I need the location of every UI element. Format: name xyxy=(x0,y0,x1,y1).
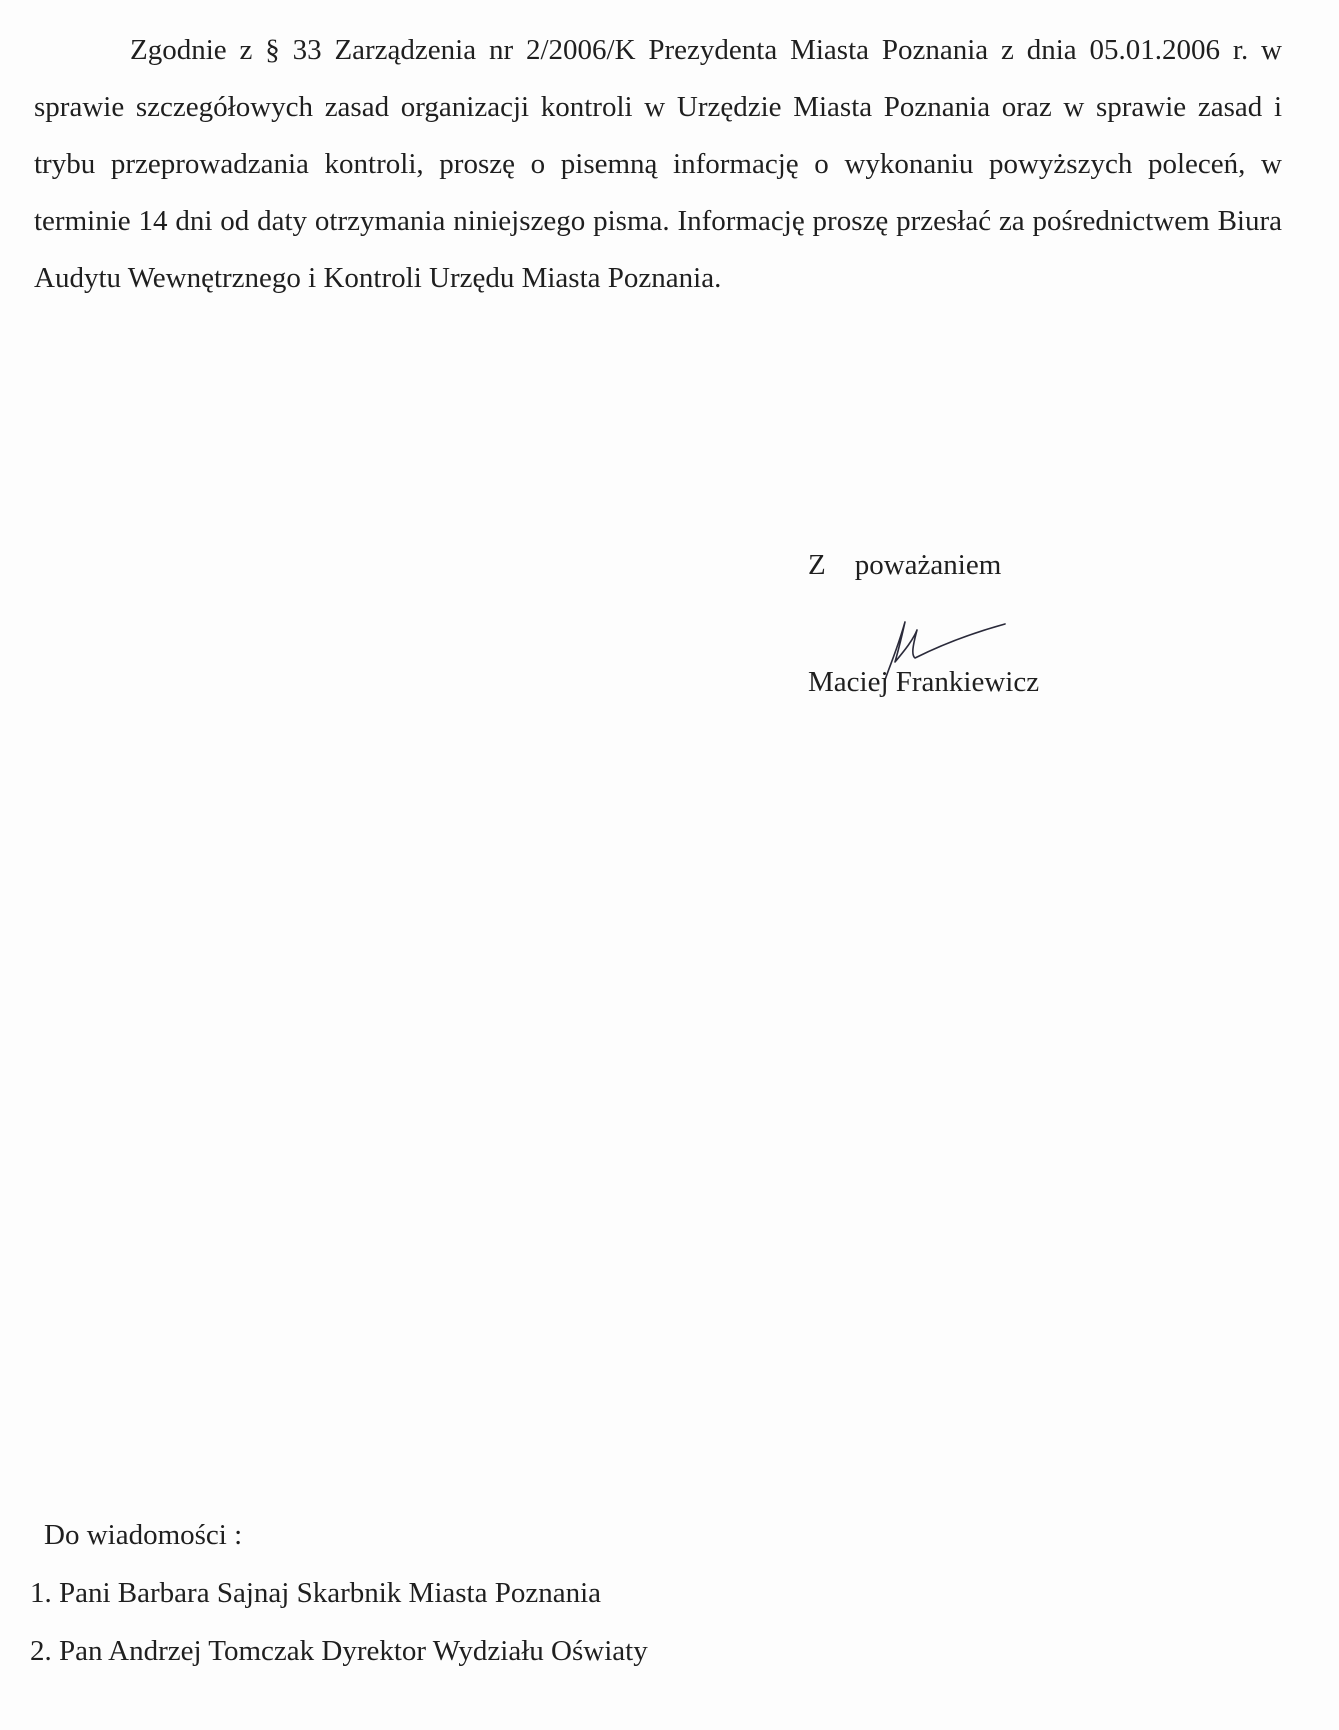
cc-item: 2. Pan Andrzej Tomczak Dyrektor Wydziału Oświaty xyxy=(30,1635,648,1667)
letter-body-paragraph: Zgodnie z § 33 Zarządzenia nr 2/2006/K Prezydenta Miasta Poznania z dnia 05.01.2006 r. w sprawie szczegółowych zasad organizacji kontroli w Urzędzie Miasta Poznania oraz w sprawie zasad i trybu przeprowadzania kontroli, proszę o pisemną informację o wykonaniu powyższych poleceń, w terminie 14 dni od daty otrzymania niniejszego pisma. Informację proszę przesłać za pośrednictwem Biura Audytu Wewnętrznego i Kontroli Urzędu Miasta Poznania. xyxy=(34,34,1282,294)
cc-heading: Do wiadomości : xyxy=(44,1519,243,1551)
cc-list xyxy=(30,1573,648,1689)
cc-item: 1. Pani Barbara Sajnaj Skarbnik Miasta Poznania xyxy=(30,1577,602,1609)
signer-name: Maciej Frankiewicz xyxy=(808,666,1040,698)
closing-salutation: Z poważaniem xyxy=(808,549,1002,581)
